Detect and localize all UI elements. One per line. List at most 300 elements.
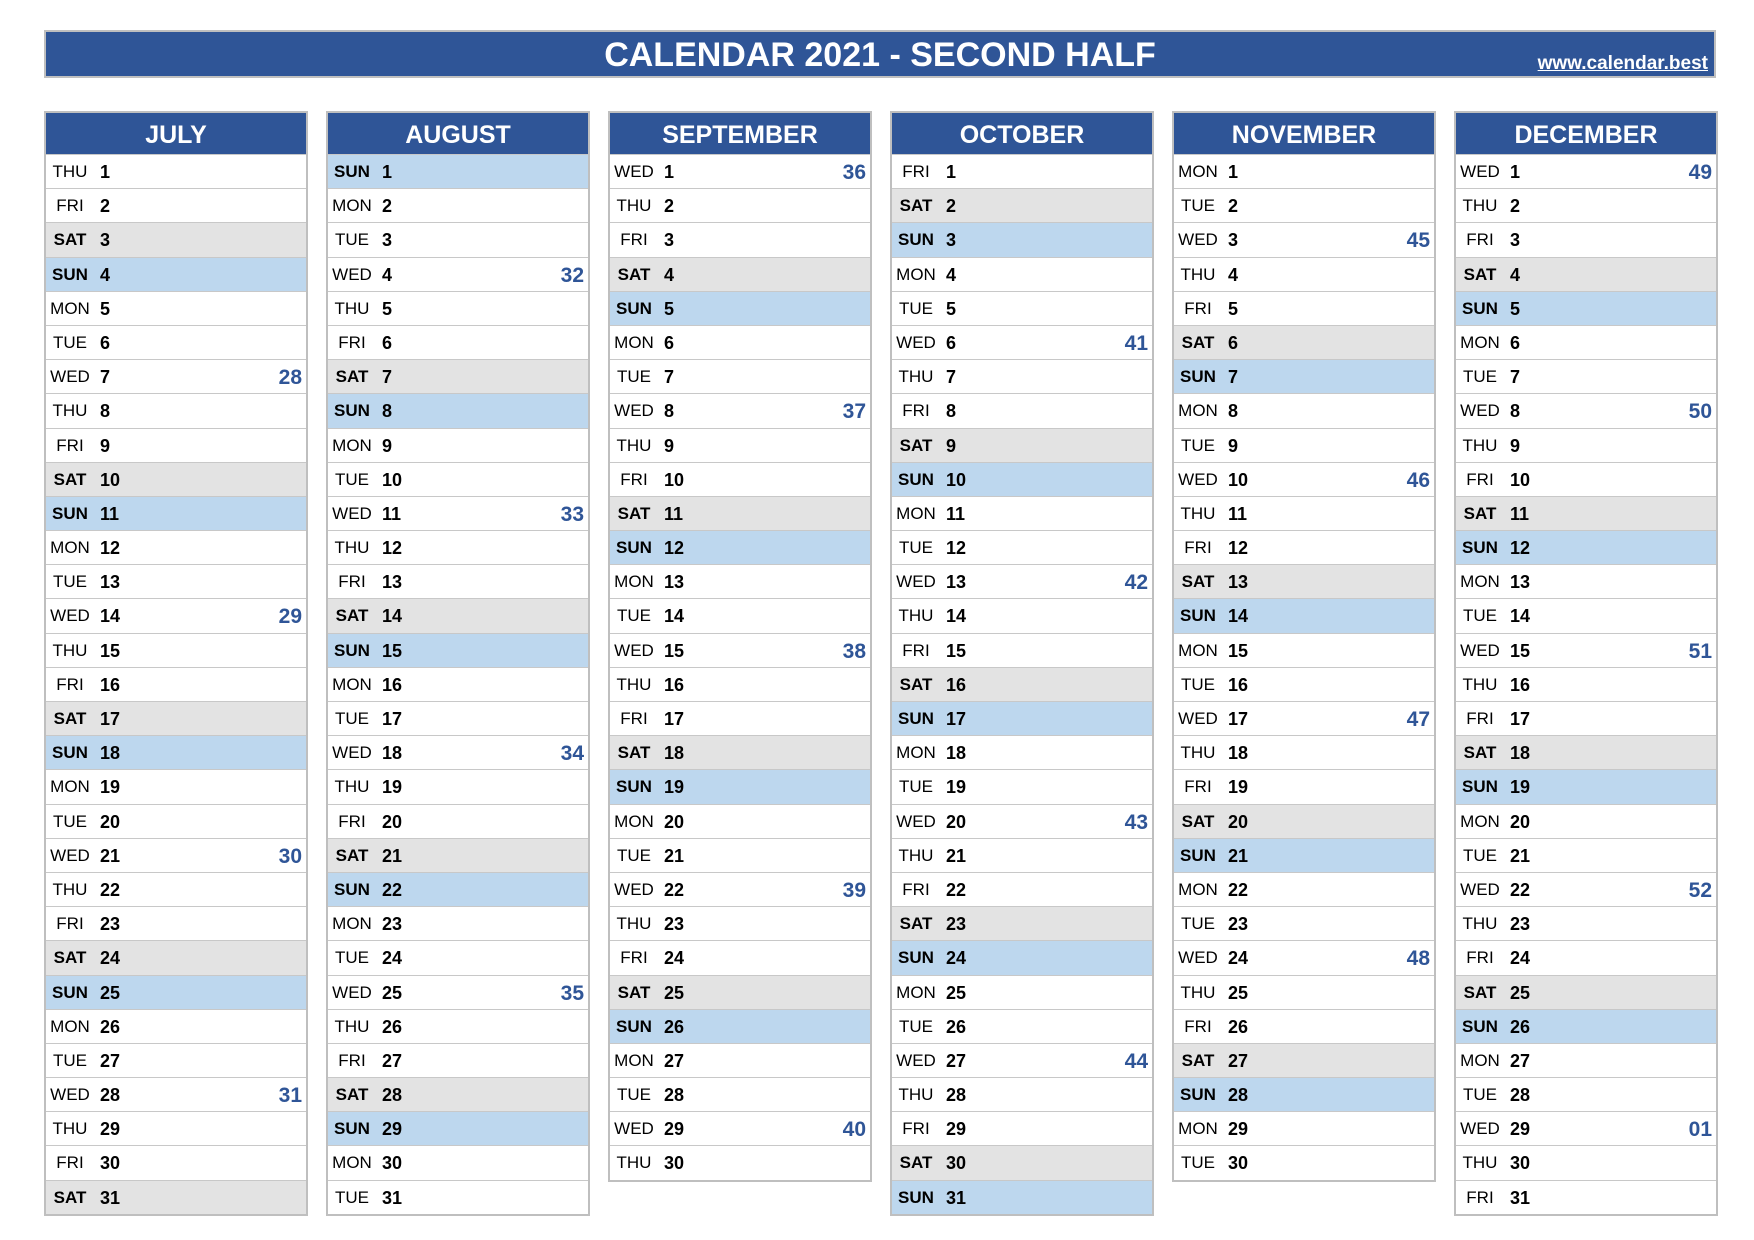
day-row — [1456, 154, 1716, 188]
day-row — [610, 154, 870, 188]
day-number: 7 — [1510, 367, 1521, 388]
day-row — [46, 701, 306, 735]
day-number: 8 — [664, 401, 675, 422]
weekday-label: TUE — [335, 709, 369, 728]
weekday-label: SUN — [52, 503, 88, 523]
day-row — [1174, 940, 1434, 974]
day-row — [610, 872, 870, 906]
weekday-label: WED — [896, 332, 936, 352]
weekday-label: WED — [1460, 879, 1500, 899]
weekday-label: SUN — [52, 743, 88, 763]
day-number: 6 — [946, 332, 957, 353]
day-row — [610, 1043, 870, 1077]
day-number: 12 — [1228, 538, 1249, 559]
weekday-label: FRI — [1184, 298, 1212, 318]
day-number: 4 — [100, 264, 111, 285]
weekday-label: TUE — [1463, 1085, 1497, 1105]
day-number: 9 — [946, 435, 957, 456]
day-row — [328, 291, 588, 325]
day-number: 26 — [382, 1016, 403, 1037]
day-number: 22 — [946, 879, 967, 900]
day-number: 23 — [1228, 914, 1249, 935]
day-row — [1456, 257, 1716, 291]
day-number: 16 — [100, 674, 121, 695]
day-row — [1456, 564, 1716, 598]
weekday-label: THU — [52, 640, 88, 660]
day-row — [328, 838, 588, 872]
day-row — [610, 530, 870, 564]
month-header: NOVEMBER — [1174, 113, 1434, 154]
day-row — [1456, 1077, 1716, 1111]
weekday-label: MON — [50, 1016, 90, 1036]
day-number: 25 — [664, 982, 685, 1003]
weekday-label: FRI — [56, 674, 84, 694]
weekday-label: FRI — [1184, 538, 1212, 558]
day-row — [46, 154, 306, 188]
day-number: 23 — [100, 914, 121, 935]
day-row — [892, 975, 1152, 1009]
day-row — [892, 564, 1152, 598]
day-row — [610, 462, 870, 496]
day-number: 23 — [664, 914, 685, 935]
day-row — [1174, 906, 1434, 940]
day-number: 17 — [1510, 709, 1531, 729]
weekday-label: SUN — [1180, 606, 1216, 626]
day-row — [328, 1043, 588, 1077]
day-row — [1456, 940, 1716, 974]
day-number: 2 — [1510, 196, 1521, 217]
week-number: 41 — [1124, 331, 1148, 355]
weekday-label: FRI — [620, 709, 648, 728]
day-number: 22 — [664, 879, 685, 900]
day-row — [610, 1145, 870, 1179]
day-row — [328, 1145, 588, 1179]
week-number: 44 — [1124, 1049, 1148, 1073]
day-row — [1174, 496, 1434, 530]
weekday-label: SAT — [53, 709, 87, 728]
website-link[interactable]: www.calendar.best — [1537, 53, 1708, 74]
weekday-label: THU — [334, 1016, 370, 1036]
day-row — [1456, 462, 1716, 496]
day-row — [1174, 1111, 1434, 1145]
month-column-november — [1172, 111, 1436, 1182]
day-number: 31 — [100, 1187, 121, 1208]
weekday-label: FRI — [1466, 1187, 1494, 1207]
weekday-label: SUN — [1180, 845, 1216, 865]
week-number: 42 — [1124, 571, 1148, 595]
month-column-july — [44, 111, 308, 1216]
day-row — [1456, 496, 1716, 530]
weekday-label: FRI — [902, 640, 930, 660]
weekday-label: WED — [50, 606, 90, 626]
month-header: OCTOBER — [892, 113, 1152, 154]
day-number: 12 — [100, 538, 121, 559]
week-number: 33 — [560, 502, 584, 526]
day-number: 15 — [100, 640, 121, 661]
weekday-label: THU — [52, 401, 88, 421]
day-row — [328, 598, 588, 632]
day-number: 27 — [664, 1050, 685, 1071]
weekday-label: SAT — [1463, 264, 1497, 284]
day-number: 13 — [664, 572, 685, 593]
weekday-label: SUN — [1462, 298, 1498, 318]
day-number: 29 — [1228, 1119, 1249, 1140]
weekday-label: WED — [614, 162, 654, 181]
day-number: 14 — [1228, 606, 1249, 627]
day-number: 5 — [382, 298, 393, 319]
day-row — [1456, 1009, 1716, 1043]
day-number: 28 — [100, 1085, 121, 1106]
day-row — [892, 222, 1152, 256]
day-number: 10 — [664, 469, 685, 490]
weekday-label: TUE — [1181, 914, 1215, 934]
day-number: 4 — [1510, 264, 1521, 285]
weekday-label: SUN — [334, 401, 370, 421]
weekday-label: WED — [1460, 401, 1500, 421]
weekday-label: SUN — [1462, 538, 1498, 558]
day-number: 21 — [1510, 845, 1531, 866]
weekday-label: FRI — [56, 435, 84, 455]
weekday-label: TUE — [617, 845, 651, 865]
day-row — [892, 1077, 1152, 1111]
day-number: 11 — [1510, 503, 1530, 524]
day-row — [1456, 906, 1716, 940]
weekday-label: FRI — [902, 401, 930, 421]
week-number: 34 — [560, 742, 584, 766]
day-number: 20 — [382, 811, 403, 832]
day-number: 29 — [664, 1119, 685, 1140]
weekday-label: MON — [1460, 332, 1500, 352]
day-number: 3 — [382, 230, 393, 251]
day-number: 8 — [100, 401, 111, 422]
day-row — [892, 1111, 1152, 1145]
day-number: 24 — [664, 948, 685, 969]
day-row — [892, 154, 1152, 188]
day-row — [610, 257, 870, 291]
day-number: 5 — [1228, 298, 1239, 319]
day-row — [328, 462, 588, 496]
weekday-label: FRI — [902, 162, 930, 181]
day-row — [328, 325, 588, 359]
day-row — [328, 667, 588, 701]
day-row — [1456, 838, 1716, 872]
weekday-label: FRI — [56, 1153, 84, 1173]
weekday-label: WED — [896, 1050, 936, 1070]
day-number: 29 — [1510, 1119, 1531, 1140]
weekday-label: SUN — [334, 162, 370, 181]
weekday-label: MON — [1178, 162, 1218, 181]
day-row — [1456, 975, 1716, 1009]
weekday-label: TUE — [1181, 435, 1215, 455]
day-row — [892, 1145, 1152, 1179]
day-number: 26 — [1228, 1016, 1249, 1037]
weekday-label: TUE — [899, 777, 933, 797]
weekday-label: FRI — [902, 1119, 930, 1139]
day-number: 12 — [946, 538, 967, 559]
weekday-label: SAT — [899, 914, 933, 934]
month-header: AUGUST — [328, 113, 588, 154]
day-row — [1456, 804, 1716, 838]
day-row — [46, 804, 306, 838]
weekday-label: SAT — [899, 196, 933, 216]
day-row — [328, 633, 588, 667]
week-number: 28 — [278, 366, 302, 390]
weekday-label: MON — [614, 1050, 654, 1070]
day-number: 15 — [664, 640, 685, 661]
day-row — [328, 975, 588, 1009]
day-number: 10 — [100, 469, 121, 490]
day-row — [610, 496, 870, 530]
weekday-label: WED — [1460, 162, 1500, 181]
day-row — [1456, 393, 1716, 427]
weekday-label: THU — [898, 845, 934, 865]
day-number: 30 — [664, 1153, 685, 1174]
day-row — [892, 393, 1152, 427]
weekday-label: MON — [50, 538, 90, 558]
day-row — [610, 188, 870, 222]
day-row — [46, 291, 306, 325]
day-row — [892, 496, 1152, 530]
day-row — [46, 1077, 306, 1111]
day-row — [46, 769, 306, 803]
day-row — [1174, 598, 1434, 632]
day-number: 29 — [946, 1119, 967, 1140]
week-number: 30 — [278, 844, 302, 868]
week-number: 36 — [842, 161, 866, 184]
weekday-label: TUE — [1181, 196, 1215, 216]
weekday-label: SUN — [898, 1187, 934, 1207]
day-row — [892, 462, 1152, 496]
day-row — [46, 906, 306, 940]
weekday-label: SAT — [53, 469, 87, 489]
day-row — [328, 1009, 588, 1043]
week-number: 48 — [1406, 947, 1430, 971]
day-number: 17 — [1228, 709, 1249, 729]
weekday-label: WED — [332, 503, 372, 523]
day-number: 4 — [382, 264, 393, 285]
month-column-october — [890, 111, 1154, 1216]
day-number: 25 — [1510, 982, 1531, 1003]
weekday-label: SAT — [1463, 743, 1497, 763]
day-number: 8 — [946, 401, 957, 422]
day-row — [328, 701, 588, 735]
day-row — [1174, 564, 1434, 598]
weekday-label: MON — [1460, 572, 1500, 592]
day-number: 14 — [664, 606, 685, 627]
day-number: 2 — [1228, 196, 1239, 217]
day-number: 16 — [1510, 674, 1531, 695]
weekday-label: FRI — [902, 879, 930, 899]
day-row — [610, 701, 870, 735]
weekday-label: MON — [1178, 879, 1218, 899]
day-number: 20 — [1228, 811, 1249, 832]
weekday-label: SUN — [1180, 1085, 1216, 1105]
day-number: 27 — [382, 1050, 403, 1071]
day-number: 30 — [946, 1153, 967, 1174]
week-number: 31 — [278, 1084, 302, 1108]
day-number: 8 — [1510, 401, 1521, 422]
day-row — [328, 222, 588, 256]
day-row — [610, 325, 870, 359]
weekday-label: SUN — [1180, 367, 1216, 387]
day-row — [892, 872, 1152, 906]
day-row — [328, 735, 588, 769]
day-number: 18 — [946, 743, 967, 764]
weekday-label: MON — [1460, 811, 1500, 831]
weekday-label: FRI — [620, 948, 648, 968]
weekday-label: MON — [896, 743, 936, 763]
day-row — [46, 633, 306, 667]
day-row — [892, 325, 1152, 359]
weekday-label: THU — [898, 1085, 934, 1105]
day-number: 24 — [1228, 948, 1249, 969]
day-number: 13 — [382, 572, 403, 593]
weekday-label: SUN — [616, 1016, 652, 1036]
weekday-label: TUE — [53, 811, 87, 831]
day-row — [46, 598, 306, 632]
day-row — [1174, 530, 1434, 564]
day-number: 28 — [1510, 1085, 1531, 1106]
weekday-label: TUE — [617, 1085, 651, 1105]
day-number: 25 — [382, 982, 403, 1003]
day-row — [1174, 735, 1434, 769]
month-header: SEPTEMBER — [610, 113, 870, 154]
day-row — [610, 940, 870, 974]
weekday-label: SAT — [53, 230, 87, 250]
weekday-label: SAT — [335, 1085, 369, 1105]
day-number: 7 — [382, 367, 393, 388]
day-number: 9 — [664, 435, 675, 456]
weekday-label: MON — [1460, 1050, 1500, 1070]
day-row — [610, 222, 870, 256]
day-number: 12 — [382, 538, 403, 559]
day-row — [892, 701, 1152, 735]
day-row — [46, 1180, 306, 1214]
day-number: 11 — [1228, 503, 1248, 524]
weekday-label: TUE — [1463, 606, 1497, 626]
day-row — [328, 804, 588, 838]
day-row — [46, 667, 306, 701]
day-number: 19 — [100, 777, 121, 798]
day-row — [1174, 1077, 1434, 1111]
day-row — [46, 530, 306, 564]
day-row — [1456, 359, 1716, 393]
day-number: 26 — [1510, 1016, 1531, 1037]
weekday-label: MON — [614, 811, 654, 831]
weekday-label: THU — [52, 1119, 88, 1139]
weekday-label: WED — [614, 879, 654, 899]
day-number: 28 — [946, 1085, 967, 1106]
day-row — [1174, 325, 1434, 359]
day-row — [1174, 257, 1434, 291]
weekday-label: SAT — [899, 435, 933, 455]
weekday-label: TUE — [899, 538, 933, 558]
day-number: 23 — [1510, 914, 1531, 935]
weekday-label: SAT — [1181, 1050, 1215, 1070]
day-number: 19 — [382, 777, 403, 798]
day-number: 20 — [1510, 811, 1531, 832]
weekday-label: MON — [1178, 1119, 1218, 1139]
day-row — [892, 735, 1152, 769]
weekday-label: FRI — [1466, 948, 1494, 968]
day-number: 12 — [1510, 538, 1531, 559]
day-row — [1456, 222, 1716, 256]
weekday-label: SAT — [53, 948, 87, 968]
day-number: 17 — [946, 709, 967, 729]
weekday-label: SAT — [335, 845, 369, 865]
weekday-label: WED — [50, 1085, 90, 1105]
weekday-label: FRI — [338, 332, 366, 352]
day-number: 10 — [1510, 469, 1531, 490]
day-row — [1456, 291, 1716, 325]
day-row — [1456, 1145, 1716, 1179]
day-row — [1456, 667, 1716, 701]
day-row — [46, 1009, 306, 1043]
day-number: 30 — [382, 1153, 403, 1174]
day-number: 16 — [1228, 674, 1249, 695]
day-row — [892, 633, 1152, 667]
day-number: 27 — [1228, 1050, 1249, 1071]
day-row — [892, 804, 1152, 838]
day-number: 22 — [1510, 879, 1531, 900]
day-number: 3 — [664, 230, 675, 251]
day-number: 2 — [100, 196, 111, 217]
day-row — [328, 1077, 588, 1111]
weekday-label: SUN — [616, 538, 652, 558]
weekday-label: TUE — [335, 230, 369, 250]
day-row — [1174, 804, 1434, 838]
weekday-label: THU — [616, 914, 652, 934]
weekday-label: TUE — [335, 948, 369, 968]
weekday-label: FRI — [1184, 777, 1212, 797]
day-row — [610, 291, 870, 325]
day-number: 13 — [1510, 572, 1531, 593]
weekday-label: WED — [332, 743, 372, 763]
day-number: 3 — [1510, 230, 1521, 251]
day-number: 31 — [946, 1187, 967, 1208]
day-number: 9 — [1228, 435, 1239, 456]
weekday-label: THU — [1462, 196, 1498, 216]
day-number: 1 — [1510, 162, 1521, 182]
weekday-label: SAT — [899, 674, 933, 694]
weekday-label: THU — [616, 674, 652, 694]
weekday-label: WED — [614, 1119, 654, 1139]
day-number: 16 — [382, 674, 403, 695]
day-row — [892, 906, 1152, 940]
weekday-label: MON — [332, 1153, 372, 1173]
weekday-label: WED — [896, 572, 936, 592]
day-number: 8 — [1228, 401, 1239, 422]
day-row — [892, 257, 1152, 291]
day-number: 30 — [1510, 1153, 1531, 1174]
week-number: 50 — [1688, 400, 1712, 424]
day-number: 28 — [382, 1085, 403, 1106]
day-row — [46, 1111, 306, 1145]
day-number: 2 — [664, 196, 675, 217]
weekday-label: SUN — [898, 709, 934, 728]
day-row — [1174, 769, 1434, 803]
day-row — [1174, 462, 1434, 496]
week-number: 29 — [278, 605, 302, 629]
weekday-label: MON — [332, 435, 372, 455]
day-row — [1174, 838, 1434, 872]
day-number: 19 — [664, 777, 685, 798]
day-number: 27 — [100, 1050, 121, 1071]
day-row — [1456, 701, 1716, 735]
week-number: 47 — [1406, 708, 1430, 731]
day-row — [892, 1043, 1152, 1077]
weekday-label: WED — [50, 367, 90, 387]
